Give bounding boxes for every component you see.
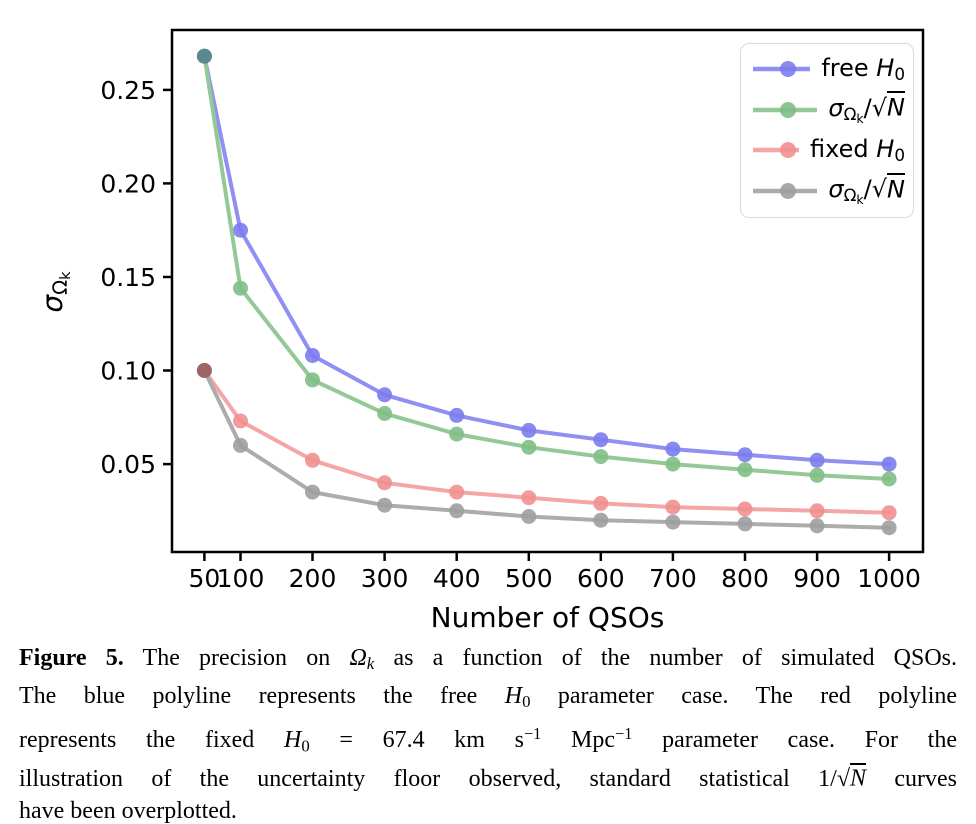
y-tick-label: 0.15 [100,263,156,292]
legend-marker [780,183,796,199]
legend-label-2: fixed H0 [810,135,905,166]
data-point-1 [521,440,536,455]
data-point-2 [305,453,320,468]
data-point-3 [449,503,464,518]
data-point-3 [738,516,753,531]
data-point-3 [882,520,897,535]
legend [740,43,914,218]
x-tick-label: 700 [649,564,697,593]
data-point-0 [377,387,392,402]
data-point-3 [810,518,825,533]
legend-marker [780,61,796,77]
data-point-1 [665,457,680,472]
legend-label-0: free H0 [821,53,905,85]
data-point-1 [738,462,753,477]
legend-sample-1 [751,98,817,122]
y-axis-label: $\sigma\Omega_k$ [36,271,74,313]
data-point-1 [377,406,392,421]
legend-item-0 [751,54,905,84]
overlap-marker-0 [197,49,212,64]
legend-sample-0 [751,57,810,81]
data-point-1 [233,281,248,296]
data-point-3 [593,513,608,528]
data-point-2 [593,496,608,511]
data-point-0 [593,432,608,447]
data-point-2 [377,475,392,490]
y-tick-label: 0.05 [100,450,156,480]
overlap-marker-1 [197,363,212,378]
legend-item-2 [751,135,905,165]
legend-marker [780,142,796,158]
legend-marker [780,102,796,118]
legend-item-1 [751,94,905,126]
x-tick-label: 500 [504,564,553,593]
data-point-1 [810,468,825,483]
data-point-3 [305,485,320,500]
data-point-3 [665,515,680,530]
data-point-3 [377,498,392,513]
legend-sample-3 [751,179,817,203]
data-point-0 [233,223,248,238]
data-point-0 [810,453,825,468]
data-point-0 [521,423,536,438]
data-point-1 [449,427,464,442]
figure-caption [19,642,957,824]
x-tick-label: 50 [188,564,221,593]
x-tick-label: 400 [432,564,481,593]
data-point-0 [738,447,753,462]
data-point-0 [665,442,680,457]
data-point-2 [810,503,825,518]
x-tick-label: 100 [216,564,265,593]
data-point-1 [305,372,320,387]
x-tick-label: 800 [721,564,769,593]
y-tick-label: 0.10 [100,356,156,386]
caption-line-2: The blue polyline represents the free H0 parameter case. The red polyline [19,683,958,712]
data-point-2 [521,490,536,505]
data-point-0 [305,348,320,363]
data-point-0 [449,408,464,423]
x-tick-label: 300 [360,564,409,593]
legend-item-3 [751,175,905,207]
data-point-2 [449,485,464,500]
data-point-3 [521,509,536,524]
data-point-1 [882,472,897,487]
data-point-2 [738,502,753,517]
legend-sample-2 [751,138,799,162]
x-tick-label: 200 [288,564,337,593]
legend-label-3: $\sigma\Omega_k/√N$ [828,175,905,207]
data-point-2 [233,414,248,429]
x-tick-label: 1000 [857,564,921,593]
caption-line-3: represents the fixed H0 = 67.4 km $s^{-1}$ Mpc$^{-1}$ parameter case. For the [19,724,958,756]
caption-line-5: have been overplotted. [19,797,237,824]
data-point-1 [593,449,608,464]
data-point-2 [665,500,680,515]
data-point-2 [882,505,897,520]
y-tick-label: 0.25 [100,75,156,105]
x-axis-label: Number of QSOs [430,601,665,634]
legend-label-1: $\sigma\Omega_k/√N$ [828,94,905,126]
x-tick-label: 900 [793,564,841,593]
data-point-3 [233,438,248,453]
caption-line-4: illustration of the uncertainty floor observed, standard statistical 1/√N curves [19,763,957,795]
caption-line-1: Figure 5. The precision on Ωk as a function of the number of simulated QSOs. [19,645,957,674]
data-point-0 [882,457,897,472]
x-tick-label: 600 [576,564,625,593]
y-tick-label: 0.20 [100,169,156,199]
